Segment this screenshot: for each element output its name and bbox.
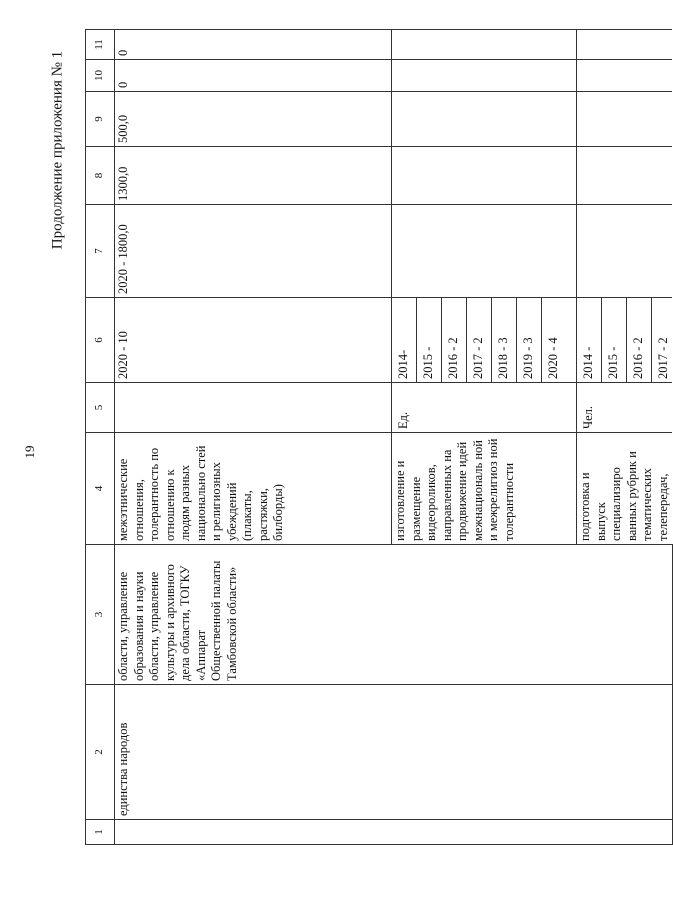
indicator-year-value: 2016 - 2 — [627, 298, 652, 382]
cell-task-name: единства народов — [115, 685, 673, 820]
indicator-year-value: 2020 - 4 — [546, 337, 560, 379]
header-cell-6: 6 — [86, 298, 115, 383]
indicator-year-value: 2015 - — [602, 298, 627, 382]
header-cell-10: 10 — [86, 60, 115, 92]
cell-funding-8 — [392, 147, 577, 205]
indicator-year-value: 2018 - 3 — [492, 298, 517, 382]
indicator-year-value: 2017 - 2 — [656, 337, 670, 379]
cell-funding-9 — [577, 92, 673, 147]
indicator-year-value: 2016 - 2 — [442, 298, 467, 382]
cell-indicator: 2020 - 10 — [115, 298, 392, 383]
cell-funding-8: 1300,0 — [115, 147, 392, 205]
header-cell-5: 5 — [86, 383, 115, 433]
program-table — [85, 29, 673, 845]
cell-unit: Ед. — [392, 383, 577, 433]
indicator-year-value: 2014 - — [577, 298, 602, 382]
indicator-year-value: 2019 - 3 — [517, 298, 542, 382]
header-cell-4: 4 — [86, 433, 115, 545]
header-cell-7: 7 — [86, 205, 115, 298]
header-cell-9: 9 — [86, 92, 115, 147]
cell-number — [115, 820, 673, 845]
header-cell-2: 2 — [86, 685, 115, 820]
indicator-year-value: 2017 - 2 — [467, 298, 492, 382]
cell-funding-total — [577, 205, 673, 298]
cell-unit — [115, 383, 392, 433]
header-cell-1: 1 — [86, 820, 115, 845]
page-header: Продолжение приложения № 1 — [49, 50, 66, 250]
cell-funding-9: 500,0 — [115, 92, 392, 147]
cell-funding-11 — [577, 30, 673, 60]
cell-funding-total: 2020 - 1800,0 — [115, 205, 392, 298]
cell-indicator-list — [392, 298, 577, 383]
cell-indicator-list — [577, 298, 673, 383]
page-number: 19 — [22, 445, 37, 459]
cell-activity: подготовка и выпуск специализиро ванных рубрик и тематических телепередач, — [577, 433, 673, 545]
cell-funding-8 — [577, 147, 673, 205]
cell-activity: межэтнические отношения, толерантность по отношению к людям разных национально стей и религиозных убеждений (плакаты, растяжки, билборды) — [115, 433, 392, 545]
cell-funding-9 — [392, 92, 577, 147]
cell-funding-11: 0 — [115, 30, 392, 60]
cell-activity: изготовление и размещение видеороликов, направленных на продвижение идей межнациональ ной и межрелигиоз ной толерантности — [392, 433, 577, 545]
table-header-row — [86, 30, 115, 845]
header-cell-8: 8 — [86, 147, 115, 205]
cell-unit: Чел. — [577, 383, 673, 433]
cell-funding-10 — [392, 60, 577, 92]
indicator-year-value: 2014- — [392, 298, 417, 382]
indicator-year-value: 2015 - — [417, 298, 442, 382]
rotated-table-container — [85, 30, 670, 845]
header-cell-3: 3 — [86, 545, 115, 685]
table-row — [115, 30, 392, 845]
cell-funding-10: 0 — [115, 60, 392, 92]
cell-funding-total — [392, 205, 577, 298]
cell-executors: области, управление образования и науки области, управление культуры и архивного дела области, ТОГКУ «Аппарат Общественной палаты Тамбовской области» — [115, 545, 673, 685]
cell-funding-10 — [577, 60, 673, 92]
header-cell-11: 11 — [86, 30, 115, 60]
cell-funding-11 — [392, 30, 577, 60]
